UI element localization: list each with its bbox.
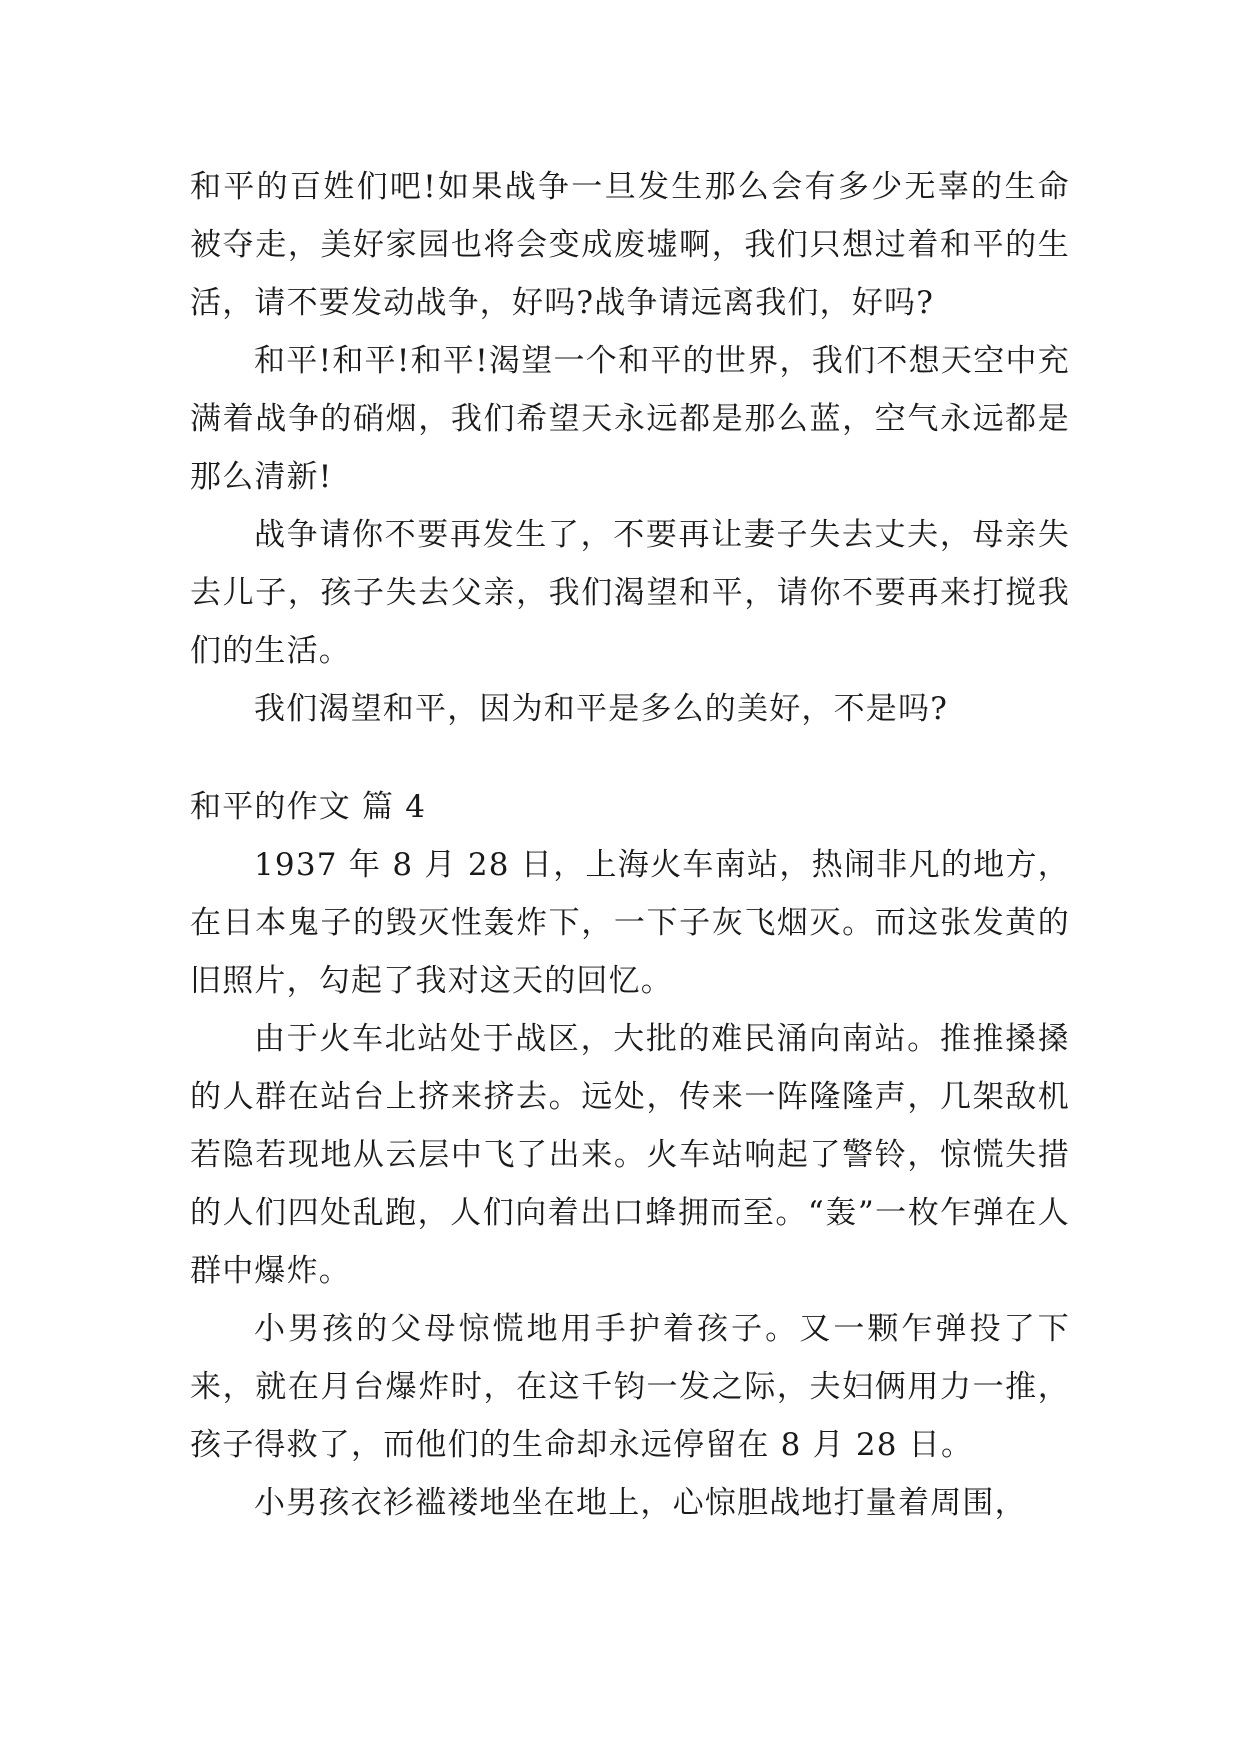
paragraph-6: 由于火车北站处于战区，大批的难民涌向南站。推推搡搡的人群在站台上挤来挤去。远处，传来一阵隆隆声，几架敌机若隐若现地从云层中飞了出来。火车站响起了警铃，惊慌失措的人们四处乱跑，人们向着出口蜂拥而至。“轰”一枚乍弹在人群中爆炸。: [190, 1021, 1070, 1289]
paragraph-1: 和平的百姓们吧!如果战争一旦发生那么会有多少无辜的生命被夺走，美好家园也将会变成废墟啊，我们只想过着和平的生活，请不要发动战争，好吗?战争请远离我们，好吗?: [190, 169, 1070, 321]
paragraph-2: 和平!和平!和平!渴望一个和平的世界，我们不想天空中充满着战争的硝烟，我们希望天永远都是那么蓝，空气永远都是那么清新!: [190, 343, 1070, 495]
paragraph-7: 小男孩的父母惊慌地用手护着孩子。又一颗乍弹投了下来，就在月台爆炸时，在这千钧一发之际，夫妇俩用力一推，孩子得救了，而他们的生命却永远停留在 8 月 28 日。: [190, 1311, 1070, 1463]
paragraph-3: 战争请你不要再发生了，不要再让妻子失去丈夫，母亲失去儿子，孩子失去父亲，我们渴望和平，请你不要再来打搅我们的生活。: [190, 517, 1070, 669]
paragraph-8: 小男孩衣衫褴褛地坐在地上，心惊胆战地打量着周围，: [254, 1485, 1027, 1521]
paragraph-5: 1937 年 8 月 28 日，上海火车南站，热闹非凡的地方，在日本鬼子的毁灭性轰炸下，一下子灰飞烟灭。而这张发黄的旧照片，勾起了我对这天的回忆。: [190, 847, 1070, 999]
paragraph-4: 我们渴望和平，因为和平是多么的美好，不是吗?: [254, 691, 949, 727]
section-heading: 和平的作文 篇 4: [190, 789, 427, 825]
document-body: [190, 158, 1070, 1532]
